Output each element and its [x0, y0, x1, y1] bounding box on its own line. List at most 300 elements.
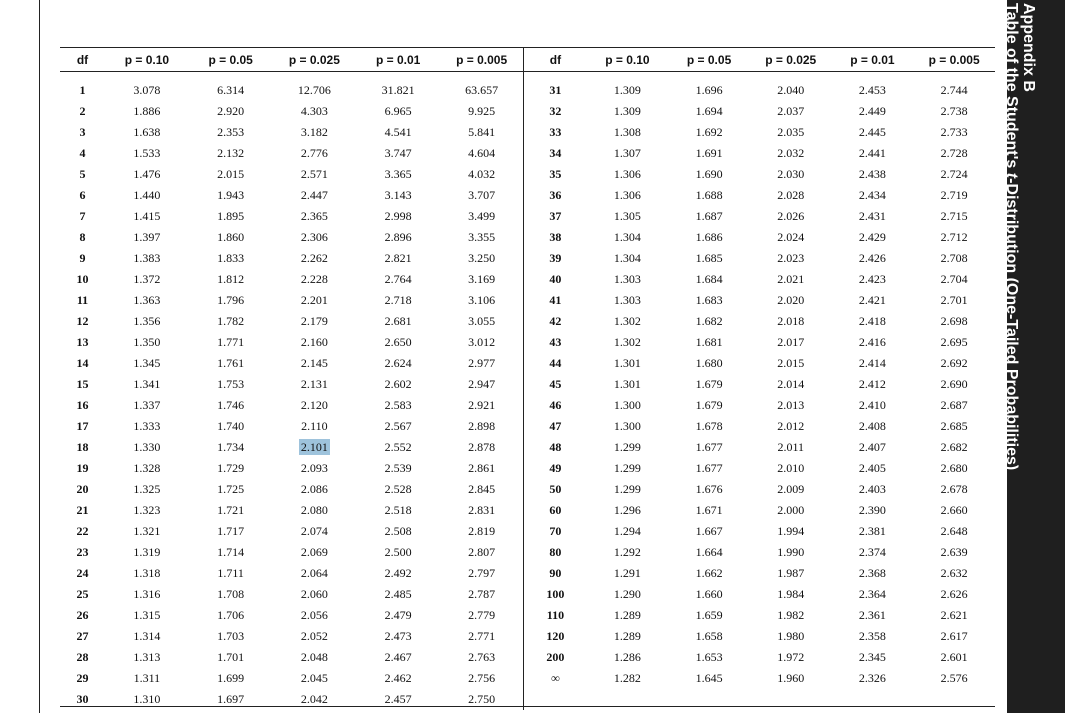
highlighted-value: 2.101 — [300, 440, 328, 454]
header-probability: p = 0.025 — [750, 48, 832, 72]
appendix-label: Appendix B — [1020, 3, 1037, 92]
critical-value-cell: 2.617 — [940, 629, 968, 643]
critical-value-cell: 2.426 — [858, 251, 886, 265]
critical-value-cell: 1.664 — [695, 545, 723, 559]
critical-value-cell: 1.315 — [133, 608, 161, 622]
df-cell: 33 — [549, 125, 562, 139]
critical-value-cell: 2.201 — [300, 293, 328, 307]
critical-value-cell: 1.984 — [777, 587, 805, 601]
critical-value-cell: 1.740 — [217, 419, 245, 433]
critical-value-cell: 1.734 — [217, 440, 245, 454]
df-cell: 8 — [79, 230, 86, 244]
table-row — [60, 647, 995, 668]
critical-value-cell: 4.604 — [440, 143, 524, 164]
critical-value-cell: 2.421 — [858, 293, 886, 307]
critical-value-cell: 6.314 — [217, 83, 245, 97]
critical-value-cell: 1.729 — [217, 461, 245, 475]
critical-value-cell: 2.518 — [384, 503, 412, 517]
critical-value-cell: 1.782 — [217, 314, 245, 328]
df-cell: 24 — [76, 566, 89, 580]
df-cell: 29 — [76, 671, 89, 685]
critical-value-cell: 2.744 — [940, 83, 968, 97]
df-cell: 60 — [549, 503, 562, 517]
critical-value-cell: 2.010 — [777, 461, 805, 475]
critical-value-cell: 1.679 — [695, 398, 723, 412]
t-distribution-table — [60, 47, 995, 710]
header-probability: p = 0.005 — [913, 48, 995, 72]
critical-value-cell: 1.318 — [133, 566, 161, 580]
critical-value-cell: 1.987 — [777, 566, 805, 580]
df-cell: 30 — [76, 692, 89, 706]
table-row — [60, 395, 995, 416]
df-cell: 19 — [76, 461, 89, 475]
critical-value-cell: 2.453 — [858, 83, 886, 97]
critical-value-cell: 2.365 — [300, 209, 328, 223]
critical-value-cell: 2.381 — [858, 524, 886, 538]
critical-value-cell: 2.539 — [384, 461, 412, 475]
critical-value-cell: 2.012 — [777, 419, 805, 433]
critical-value-cell: 2.037 — [777, 104, 805, 118]
critical-value-cell: 2.552 — [384, 440, 412, 454]
critical-value-cell: 2.682 — [940, 440, 968, 454]
table-row — [60, 479, 995, 500]
critical-value-cell: 2.011 — [777, 440, 804, 454]
critical-value-cell: 1.659 — [695, 608, 723, 622]
critical-value-cell: 2.473 — [384, 629, 412, 643]
critical-value-cell: 1.753 — [217, 377, 245, 391]
critical-value-cell: 2.403 — [858, 482, 886, 496]
critical-value-cell: 1.330 — [133, 440, 161, 454]
critical-value-cell: 2.764 — [384, 272, 412, 286]
critical-value-cell: 2.358 — [858, 629, 886, 643]
critical-value-cell: 2.429 — [858, 230, 886, 244]
critical-value-cell: 2.733 — [940, 125, 968, 139]
critical-value-cell: 1.299 — [613, 461, 641, 475]
critical-value-cell: 2.648 — [940, 524, 968, 538]
df-cell: 28 — [76, 650, 89, 664]
df-cell: 40 — [549, 272, 562, 286]
critical-value-cell: 2.650 — [384, 335, 412, 349]
critical-value-cell: 1.311 — [133, 671, 161, 685]
df-cell: 23 — [76, 545, 89, 559]
table-row — [60, 227, 995, 248]
header-probability: p = 0.025 — [273, 48, 357, 72]
critical-value-cell: 2.571 — [300, 167, 328, 181]
critical-value-cell: 1.290 — [613, 587, 641, 601]
critical-value-cell: 1.304 — [613, 230, 641, 244]
critical-value-cell: 2.145 — [300, 356, 328, 370]
df-cell: 70 — [549, 524, 562, 538]
df-cell: 3 — [79, 125, 86, 139]
critical-value-cell: 2.500 — [384, 545, 412, 559]
critical-value-cell: 2.779 — [440, 605, 524, 626]
critical-value-cell: 1.328 — [133, 461, 161, 475]
df-cell: 32 — [549, 104, 562, 118]
critical-value-cell: 2.947 — [440, 374, 524, 395]
header-probability: p = 0.01 — [832, 48, 914, 72]
critical-value-cell: 1.333 — [133, 419, 161, 433]
critical-value-cell: 1.440 — [133, 188, 161, 202]
critical-value-cell: 3.012 — [440, 332, 524, 353]
critical-value-cell: 2.017 — [777, 335, 805, 349]
critical-value-cell: 2.064 — [300, 566, 328, 580]
df-cell: 50 — [549, 482, 562, 496]
critical-value-cell: 2.009 — [777, 482, 805, 496]
table-row — [60, 269, 995, 290]
df-cell: 26 — [76, 608, 89, 622]
critical-value-cell: 2.018 — [777, 314, 805, 328]
critical-value-cell: 2.434 — [858, 188, 886, 202]
critical-value-cell: 2.086 — [300, 482, 328, 496]
table-row — [60, 122, 995, 143]
table-row — [60, 311, 995, 332]
critical-value-cell: 1.476 — [133, 167, 161, 181]
critical-value-cell: 3.747 — [384, 146, 412, 160]
critical-value-cell: 2.438 — [858, 167, 886, 181]
critical-value-cell: 2.704 — [940, 272, 968, 286]
critical-value-cell: 1.677 — [695, 440, 723, 454]
critical-value-cell: 1.313 — [133, 650, 161, 664]
critical-value-cell: 1.291 — [613, 566, 641, 580]
header-df: df — [524, 48, 587, 72]
critical-value-cell: 1.812 — [217, 272, 245, 286]
df-cell: 25 — [76, 587, 89, 601]
critical-value-cell: 1.860 — [217, 230, 245, 244]
critical-value-cell: 2.179 — [300, 314, 328, 328]
critical-value-cell: 4.303 — [300, 104, 328, 118]
critical-value-cell: 31.821 — [381, 83, 415, 97]
critical-value-cell: 2.771 — [440, 626, 524, 647]
title-italic-t: t — [1003, 172, 1020, 179]
critical-value-cell: 3.055 — [440, 311, 524, 332]
table-row — [60, 584, 995, 605]
page-margin-rule — [39, 0, 40, 713]
critical-value-cell: 1.653 — [695, 650, 723, 664]
critical-value-cell: 2.414 — [858, 356, 886, 370]
critical-value-cell: 2.485 — [384, 587, 412, 601]
critical-value-cell: 2.132 — [217, 146, 245, 160]
critical-value-cell: 1.679 — [695, 377, 723, 391]
critical-value-cell: 2.807 — [440, 542, 524, 563]
table-body — [60, 72, 995, 711]
df-cell: 38 — [549, 230, 562, 244]
critical-value-cell: 1.645 — [695, 671, 723, 685]
critical-value-cell: 2.040 — [777, 83, 805, 97]
table-row — [60, 332, 995, 353]
critical-value-cell: 63.657 — [440, 72, 524, 102]
table-row — [60, 101, 995, 122]
critical-value-cell: 2.345 — [858, 650, 886, 664]
critical-value-cell: 2.110 — [301, 419, 328, 433]
df-cell: 2 — [79, 104, 86, 118]
critical-value-cell: 1.682 — [695, 314, 723, 328]
critical-value-cell: 1.299 — [613, 482, 641, 496]
critical-value-cell: 1.746 — [217, 398, 245, 412]
df-cell: 43 — [549, 335, 562, 349]
critical-value-cell: 2.093 — [300, 461, 328, 475]
critical-value-cell: 1.681 — [695, 335, 723, 349]
critical-value-cell: 2.690 — [940, 377, 968, 391]
table-row — [60, 437, 995, 458]
table-row — [60, 185, 995, 206]
critical-value-cell: 1.308 — [613, 125, 641, 139]
critical-value-cell: 2.920 — [217, 104, 245, 118]
critical-value-cell: 2.878 — [440, 437, 524, 458]
critical-value-cell: 3.078 — [133, 83, 161, 97]
df-cell: 16 — [76, 398, 89, 412]
critical-value-cell: 1.680 — [695, 356, 723, 370]
critical-value-cell: 3.106 — [440, 290, 524, 311]
df-cell: 120 — [546, 629, 565, 643]
table-row — [60, 668, 995, 689]
critical-value-cell: 1.990 — [777, 545, 805, 559]
critical-value-cell: 2.528 — [384, 482, 412, 496]
table-row — [60, 542, 995, 563]
critical-value-cell: 2.583 — [384, 398, 412, 412]
critical-value-cell: 2.601 — [940, 650, 968, 664]
critical-value-cell: 1.701 — [217, 650, 245, 664]
df-cell: 12 — [76, 314, 89, 328]
critical-value-cell: 2.449 — [858, 104, 886, 118]
critical-value-cell: 2.431 — [858, 209, 886, 223]
critical-value-cell: 2.026 — [777, 209, 805, 223]
header-probability: p = 0.01 — [356, 48, 440, 72]
critical-value-cell: 1.943 — [217, 188, 245, 202]
df-cell: 37 — [549, 209, 562, 223]
critical-value-cell: 1.690 — [695, 167, 723, 181]
df-cell: 41 — [549, 293, 562, 307]
critical-value-cell: 2.021 — [777, 272, 805, 286]
df-cell: 18 — [76, 440, 89, 454]
critical-value-cell: 1.994 — [777, 524, 805, 538]
critical-value-cell: 1.660 — [695, 587, 723, 601]
critical-value-cell: 2.306 — [300, 230, 328, 244]
critical-value-cell: 2.718 — [384, 293, 412, 307]
critical-value-cell: 3.355 — [440, 227, 524, 248]
df-cell: 46 — [549, 398, 562, 412]
critical-value-cell: 2.326 — [858, 671, 886, 685]
critical-value-cell: 2.120 — [300, 398, 328, 412]
critical-value-cell: 1.638 — [133, 125, 161, 139]
critical-value-cell: 2.797 — [440, 563, 524, 584]
critical-value-cell: 2.445 — [858, 125, 886, 139]
critical-value-cell: 2.738 — [940, 104, 968, 118]
critical-value-cell: 2.405 — [858, 461, 886, 475]
df-cell: 7 — [79, 209, 86, 223]
critical-value-cell: 1.697 — [217, 692, 245, 706]
header-probability: p = 0.10 — [587, 48, 669, 72]
critical-value-cell: 2.262 — [300, 251, 328, 265]
critical-value-cell: 12.706 — [297, 83, 331, 97]
critical-value-cell: 2.898 — [440, 416, 524, 437]
critical-value-cell: 2.407 — [858, 440, 886, 454]
critical-value-cell: 1.306 — [613, 188, 641, 202]
critical-value-cell: 2.602 — [384, 377, 412, 391]
critical-value-cell: 2.052 — [300, 629, 328, 643]
table-row — [60, 605, 995, 626]
critical-value-cell: 1.725 — [217, 482, 245, 496]
critical-value-cell: 1.671 — [695, 503, 723, 517]
critical-value-cell: 2.462 — [384, 671, 412, 685]
df-cell: 17 — [76, 419, 89, 433]
header-df: df — [60, 48, 105, 72]
critical-value-cell: 1.694 — [695, 104, 723, 118]
critical-value-cell: 1.717 — [217, 524, 245, 538]
table-row — [60, 164, 995, 185]
critical-value-cell: 1.703 — [217, 629, 245, 643]
sidebar-title — [1003, 3, 1037, 470]
critical-value-cell: 1.299 — [613, 440, 641, 454]
critical-value-cell: 2.695 — [940, 335, 968, 349]
critical-value-cell: 1.289 — [613, 629, 641, 643]
df-cell: 36 — [549, 188, 562, 202]
df-cell: 48 — [549, 440, 562, 454]
critical-value-cell: 1.303 — [613, 272, 641, 286]
critical-value-cell: 1.294 — [613, 524, 641, 538]
critical-value-cell: 1.721 — [217, 503, 245, 517]
critical-value-cell: 2.045 — [300, 671, 328, 685]
critical-value-cell: 2.447 — [300, 188, 328, 202]
critical-value-cell: 2.416 — [858, 335, 886, 349]
critical-value-cell: 1.678 — [695, 419, 723, 433]
critical-value-cell: 2.364 — [858, 587, 886, 601]
critical-value-cell: 2.750 — [440, 689, 524, 710]
table-bottom-rule — [60, 706, 995, 707]
critical-value-cell: 9.925 — [440, 101, 524, 122]
critical-value-cell: 2.756 — [440, 668, 524, 689]
critical-value-cell: 2.023 — [777, 251, 805, 265]
critical-value-cell: 2.626 — [940, 587, 968, 601]
header-probability: p = 0.05 — [668, 48, 750, 72]
df-cell: 22 — [76, 524, 89, 538]
header-probability: p = 0.05 — [189, 48, 273, 72]
critical-value-cell: 1.685 — [695, 251, 723, 265]
critical-value-cell: 2.074 — [300, 524, 328, 538]
critical-value-cell: 2.032 — [777, 146, 805, 160]
critical-value-cell: 1.321 — [133, 524, 161, 538]
critical-value-cell: 1.667 — [695, 524, 723, 538]
title-suffix: -Distribution (One-Tailed Probabilities) — [1003, 178, 1020, 471]
table-row — [60, 563, 995, 584]
critical-value-cell: 2.678 — [940, 482, 968, 496]
critical-value-cell: 1.323 — [133, 503, 161, 517]
critical-value-cell: 1.686 — [695, 230, 723, 244]
critical-value-cell: 1.683 — [695, 293, 723, 307]
critical-value-cell: 2.567 — [384, 419, 412, 433]
critical-value-cell: 1.305 — [613, 209, 641, 223]
critical-value-cell: 6.965 — [384, 104, 412, 118]
critical-value-cell: 1.658 — [695, 629, 723, 643]
critical-value-cell: 2.408 — [858, 419, 886, 433]
df-cell: 31 — [549, 83, 562, 97]
critical-value-cell: 2.353 — [217, 125, 245, 139]
critical-value-cell: 1.301 — [613, 377, 641, 391]
critical-value-cell: 1.688 — [695, 188, 723, 202]
critical-value-cell: 2.724 — [940, 167, 968, 181]
critical-value-cell: 1.761 — [217, 356, 245, 370]
critical-value-cell: 2.024 — [777, 230, 805, 244]
critical-value-cell: 1.383 — [133, 251, 161, 265]
critical-value-cell: 1.699 — [217, 671, 245, 685]
df-cell: 14 — [76, 356, 89, 370]
critical-value-cell: 2.508 — [384, 524, 412, 538]
critical-value-cell: 2.998 — [384, 209, 412, 223]
critical-value-cell: 2.361 — [858, 608, 886, 622]
df-cell: 45 — [549, 377, 562, 391]
critical-value-cell: 2.698 — [940, 314, 968, 328]
table-row — [60, 521, 995, 542]
critical-value-cell: 1.692 — [695, 125, 723, 139]
critical-value-cell: 2.660 — [940, 503, 968, 517]
critical-value-cell: 1.706 — [217, 608, 245, 622]
critical-value-cell: 1.691 — [695, 146, 723, 160]
title-prefix: Table of the Student's — [1003, 3, 1020, 173]
critical-value-cell: 1.980 — [777, 629, 805, 643]
df-cell: 27 — [76, 629, 89, 643]
critical-value-cell: 1.301 — [613, 356, 641, 370]
table-row — [60, 626, 995, 647]
critical-value-cell: 2.719 — [940, 188, 968, 202]
critical-value-cell: 1.415 — [133, 209, 161, 223]
df-cell: 49 — [549, 461, 562, 475]
critical-value-cell: 2.060 — [300, 587, 328, 601]
critical-value-cell: 1.771 — [217, 335, 245, 349]
critical-value-cell: 1.306 — [613, 167, 641, 181]
table-row — [60, 500, 995, 521]
df-cell: 5 — [79, 167, 86, 181]
critical-value-cell — [273, 437, 357, 458]
critical-value-cell: 1.687 — [695, 209, 723, 223]
critical-value-cell: 4.032 — [440, 164, 524, 185]
critical-value-cell: 2.621 — [940, 608, 968, 622]
critical-value-cell: 2.048 — [300, 650, 328, 664]
critical-value-cell: 1.960 — [777, 671, 805, 685]
critical-value-cell: 3.250 — [440, 248, 524, 269]
critical-value-cell: 2.845 — [440, 479, 524, 500]
critical-value-cell: 1.676 — [695, 482, 723, 496]
critical-value-cell: 1.662 — [695, 566, 723, 580]
critical-value-cell: 1.356 — [133, 314, 161, 328]
critical-value-cell: 5.841 — [440, 122, 524, 143]
critical-value-cell: 2.680 — [940, 461, 968, 475]
critical-value-cell: 2.056 — [300, 608, 328, 622]
df-cell: 35 — [549, 167, 562, 181]
critical-value-cell: 1.309 — [613, 83, 641, 97]
critical-value-cell: 1.302 — [613, 314, 641, 328]
critical-value-cell: 2.030 — [777, 167, 805, 181]
df-cell: 34 — [549, 146, 562, 160]
critical-value-cell: 2.423 — [858, 272, 886, 286]
critical-value-cell: 3.169 — [440, 269, 524, 290]
critical-value-cell: 2.131 — [300, 377, 328, 391]
table-row — [60, 72, 995, 102]
critical-value-cell: 2.787 — [440, 584, 524, 605]
critical-value-cell: 1.972 — [777, 650, 805, 664]
table-row — [60, 290, 995, 311]
critical-value-cell: 1.325 — [133, 482, 161, 496]
critical-value-cell: 1.282 — [613, 671, 641, 685]
table-row — [60, 143, 995, 164]
df-cell: 42 — [549, 314, 562, 328]
critical-value-cell: 2.685 — [940, 419, 968, 433]
critical-value-cell: 2.763 — [440, 647, 524, 668]
critical-value-cell: 3.707 — [440, 185, 524, 206]
critical-value-cell: 1.292 — [613, 545, 641, 559]
critical-value-cell: 2.013 — [777, 398, 805, 412]
header-probability: p = 0.10 — [105, 48, 189, 72]
df-cell: 1 — [79, 83, 86, 97]
df-cell: 100 — [546, 587, 565, 601]
